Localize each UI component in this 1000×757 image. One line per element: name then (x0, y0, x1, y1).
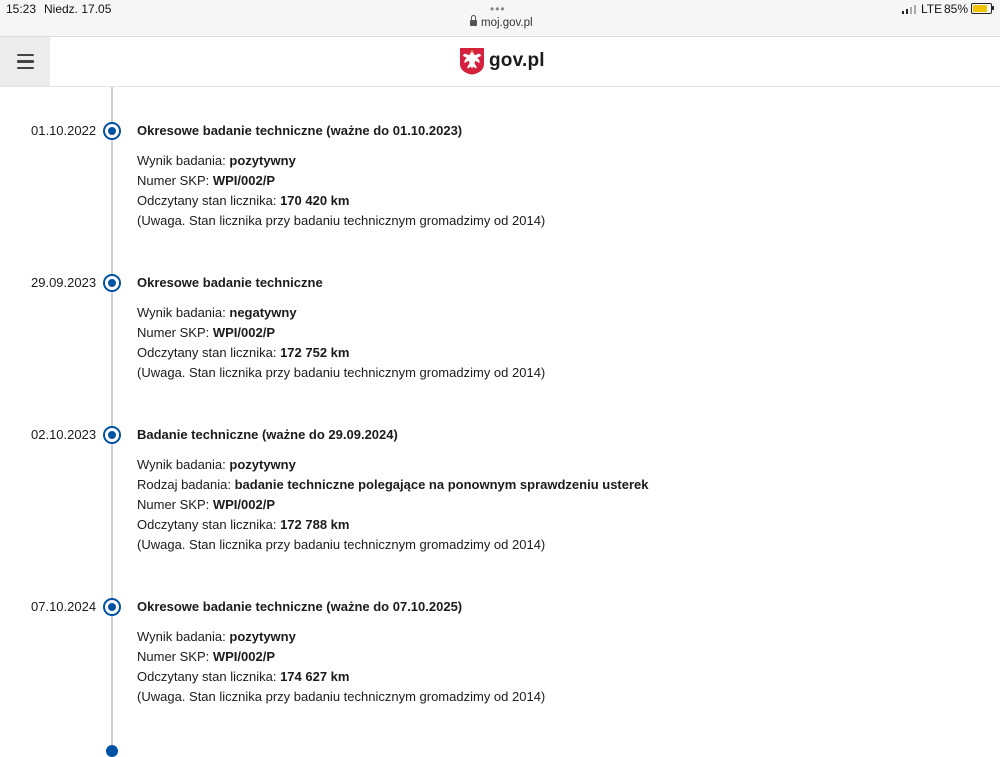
type-row (137, 475, 649, 495)
timeline-dot-icon (103, 598, 121, 616)
polish-eagle-emblem-icon (459, 47, 485, 75)
entry-title: Badanie techniczne (ważne do 29.09.2024) (137, 427, 398, 442)
odometer-row (137, 667, 545, 687)
odometer-label: Odczytany stan licznika: (137, 517, 281, 532)
type-value: badanie techniczne polegające na ponownym sprawdzeniu usterek (234, 477, 649, 492)
cellular-signal-icon (902, 5, 918, 14)
skp-label: Numer SKP: (137, 173, 213, 188)
entry-details (137, 303, 545, 383)
odometer-value: 172 788 km (280, 517, 350, 532)
result-row (137, 455, 649, 475)
menu-bar (17, 54, 34, 57)
odometer-row (137, 191, 545, 211)
skp-row (137, 171, 545, 191)
result-value: pozytywny (229, 629, 296, 644)
timeline-dot-icon (106, 745, 118, 757)
lock-icon (470, 20, 477, 26)
result-value: negatywny (229, 305, 297, 320)
type-label: Rodzaj badania: (137, 477, 235, 492)
skp-row (137, 323, 545, 343)
odometer-note: (Uwaga. Stan licznika przy badaniu technicznym gromadzimy od 2014) (137, 213, 546, 228)
entry-title: Okresowe badanie techniczne (ważne do 07.10.2025) (137, 599, 463, 614)
result-label: Wynik badania: (137, 629, 230, 644)
hamburger-menu-button[interactable] (0, 37, 50, 86)
address-bar-url[interactable] (470, 17, 533, 29)
brand-name: gov.pl (489, 50, 545, 71)
result-label: Wynik badania: (137, 457, 230, 472)
odometer-value: 172 752 km (280, 345, 350, 360)
result-value: pozytywny (229, 457, 296, 472)
battery-icon (971, 3, 992, 14)
odometer-value: 174 627 km (280, 669, 350, 684)
odometer-value: 170 420 km (280, 193, 350, 208)
odometer-note: (Uwaga. Stan licznika przy badaniu technicznym gromadzimy od 2014) (137, 365, 546, 380)
skp-value: WPI/002/P (212, 649, 275, 664)
skp-value: WPI/002/P (212, 325, 275, 340)
skp-value: WPI/002/P (212, 173, 275, 188)
menu-bar (17, 60, 34, 63)
odometer-note: (Uwaga. Stan licznika przy badaniu technicznym gromadzimy od 2014) (137, 537, 546, 552)
entry-details (137, 627, 545, 707)
timeline-dot-icon (103, 274, 121, 292)
status-bar (0, 0, 1000, 37)
entry-date: 29.09.2023 (31, 275, 97, 290)
entry-details (137, 151, 545, 231)
status-time: 15:23 (6, 2, 37, 16)
odometer-note: (Uwaga. Stan licznika przy badaniu technicznym gromadzimy od 2014) (137, 689, 546, 704)
result-label: Wynik badania: (137, 305, 230, 320)
skp-value: WPI/002/P (212, 497, 275, 512)
odometer-label: Odczytany stan licznika: (137, 345, 281, 360)
result-row (137, 303, 545, 323)
battery-fill (973, 5, 987, 12)
entry-date: 01.10.2022 (31, 123, 97, 138)
timeline-line (111, 87, 113, 750)
battery-percentage: 85% (944, 2, 969, 16)
network-type: LTE (921, 2, 943, 16)
timeline-dot-icon (103, 426, 121, 444)
site-header (0, 37, 1000, 87)
odometer-row (137, 343, 545, 363)
skp-row (137, 647, 545, 667)
brand-logo-link[interactable] (459, 46, 545, 76)
entry-date: 07.10.2024 (31, 599, 97, 614)
entry-title: Okresowe badanie techniczne (137, 275, 323, 290)
odometer-label: Odczytany stan licznika: (137, 669, 281, 684)
result-label: Wynik badania: (137, 153, 230, 168)
skp-label: Numer SKP: (137, 325, 213, 340)
skp-label: Numer SKP: (137, 649, 213, 664)
browser-more-dots-icon[interactable]: ••• (490, 2, 506, 16)
skp-label: Numer SKP: (137, 497, 213, 512)
timeline-dot-icon (103, 122, 121, 140)
result-value: pozytywny (229, 153, 296, 168)
menu-bar (17, 67, 34, 70)
status-date: Niedz. 17.05 (44, 2, 112, 16)
odometer-row (137, 515, 649, 535)
odometer-label: Odczytany stan licznika: (137, 193, 281, 208)
skp-row (137, 495, 649, 515)
entry-details (137, 455, 649, 555)
entry-date: 02.10.2023 (31, 427, 97, 442)
result-row (137, 151, 545, 171)
url-text: moj.gov.pl (481, 17, 533, 29)
result-row (137, 627, 545, 647)
entry-title: Okresowe badanie techniczne (ważne do 01.10.2023) (137, 123, 463, 138)
